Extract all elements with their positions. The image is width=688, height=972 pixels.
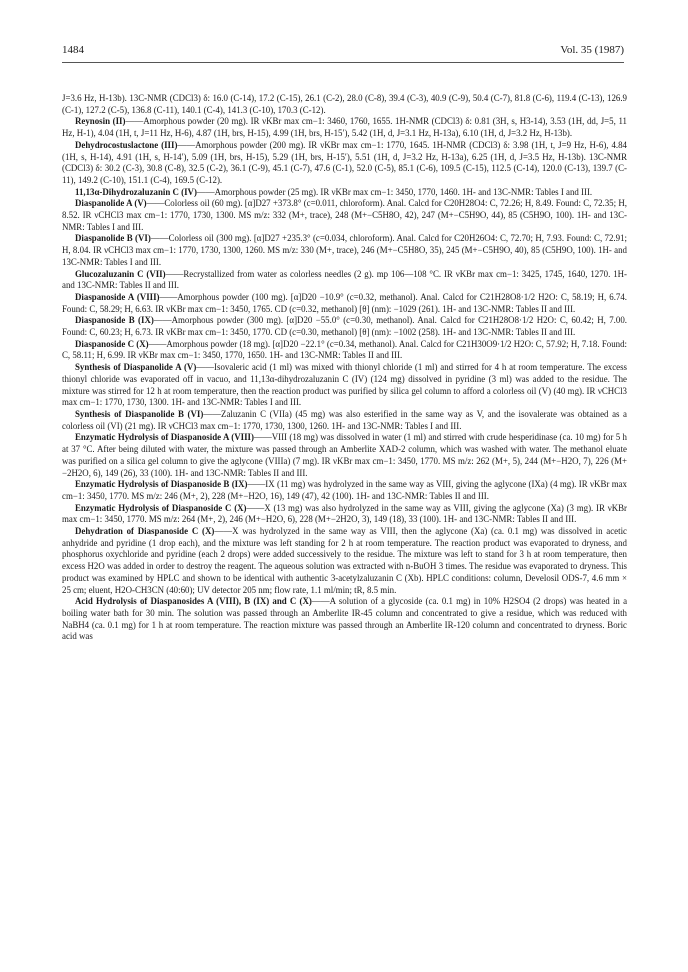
paragraph: Synthesis of Diaspanolide A (V)——Isovaleric acid (1 ml) was mixed with thionyl chloride (1 ml) and stirred for 4 h at room temperature. The excess thionyl chloride was evaporated off in vacuo, and 11,13α-dihydrozaluzanin C (IV) (124 mg) dissolved in pyridine (3 ml) was added to the residue. The mixture was stirred for 12 h at room temperature, then the reaction product was purified by silica gel column to afford a colorless oil (V) (40 mg). IR νCHCl3 max cm−1: 1770, 1730, 1300. 1H- and 13C-NMR: Tables I and III. — [62, 362, 627, 408]
experimental-section — [62, 93, 627, 643]
page-number: 1484 — [62, 44, 84, 56]
journal-volume: Vol. 35 (1987) — [560, 44, 624, 56]
paragraph: 11,13α-Dihydrozaluzanin C (IV)——Amorphous powder (25 mg). IR νKBr max cm−1: 3450, 1770, 1460. 1H- and 13C-NMR: Tables I and III. — [75, 186, 593, 197]
paragraph: Acid Hydrolysis of Diaspanosides A (VIII), B (IX) and C (X)——A solution of a glycoside (ca. 0.1 mg) in 10% H2SO4 (2 drops) was heated in a boiling water bath for 30 min. The solution was passed through an Amberlite IR-45 column and concentrated to give a residue, which was reduced with NaBH4 (ca. 0.1 mg) for 1 h at room temperature. The reaction mixture was passed through an Amberlite IR-120 column and concentrated to dryness. Boric acid was — [62, 596, 628, 642]
paragraph: Dehydrocostuslactone (III)——Amorphous powder (200 mg). IR νKBr max cm−1: 1770, 1645. 1H-NMR (CDCl3) δ: 3.98 (1H, t, J=9 Hz, H-6), 4.84 (1H, s, H-14), 4.91 (1H, s, H-14′), 5.09 (1H, brs, H-15), 5.29 (1H, brs, H-15′), 5.51 (1H, d, J=3.2 Hz, H-13a), 6.25 (1H, d, J=3.5 Hz, H-13b). 13C-NMR (CDCl3) δ: 30.2 (C-3), 30.8 (C-8), 32.5 (C-2), 36.1 (C-9), 45.1 (C-7), 47.6 (C-1), 52.0 (C-5), 85.1 (C-6), 109.5 (C-15), 112.5 (C-14), 120.0 (C-13), 139.7 (C-11), 149.2 (C-10), 151.1 (C-4), 169.5 (C-12). — [62, 139, 627, 185]
paragraph: Reynosin (II)——Amorphous powder (20 mg). IR νKBr max cm−1: 3460, 1760, 1655. 1H-NMR (CDCl3) δ: 0.81 (3H, s, H3-14), 3.53 (1H, dd, J=5, 11 Hz, H-1), 4.04 (1H, t, J=11 Hz, H-6), 4.87 (1H, brs, H-15), 4.99 (1H, brs, H-15′), 5.42 (1H, d, J=3.1 Hz, H-13a), 6.10 (1H, d, J=3.2 Hz, H-13b). — [62, 116, 627, 139]
page-header — [62, 44, 624, 56]
paragraph: Glucozaluzanin C (VII)——Recrystallized from water as colorless needles (2 g). mp 106—108 °C. IR νKBr max cm−1: 3425, 1745, 1640, 1270. 1H- and 13C-NMR: Tables II and III. — [62, 268, 627, 291]
paragraph: Dehydration of Diaspanoside C (X)——X was hydrolyzed in the same way as VIII, then the aglycone (Xa) (ca. 0.1 mg) was dissolved in acetic anhydride and pyridine (1 drop each), and the mixture was left standing for 2 h at room temperature. The reaction product was evaporated to dryness, and phosphorus oxychloride and pyridine (each 2 drops) were added successively to the residue. The mixture was left to stand for 3 h at room temperature, then excess H2O was added in order to destroy the reagent. The aqueous solution was extracted with n-BuOH 3 times. The residue was evaporated to dryness. This product was examined by HPLC and shown to be identical with authentic 3-acetylzaluzanin C (Xb). HPLC conditions: column, Develosil ODS-7, 4.6 mm × 25 cm; eluent, H2O-CH3CN (40:60); UV detector 205 nm; flow rate, 1.1 ml/min; tR, 8.5 min. — [62, 526, 627, 595]
paragraph: Enzymatic Hydrolysis of Diaspanoside C (X)——X (13 mg) was also hydrolyzed in the same way as VIII, giving the aglycone (Xa) (3 mg). IR νKBr max cm−1: 3450, 1770. MS m/z: 264 (M+, 2), 246 (M+−H2O, 6), 228 (M+−2H2O, 3), 149 (18), 33 (100). 1H- and 13C-NMR: Tables II and III. — [62, 502, 627, 525]
paragraph: Diaspanolide B (VI)——Colorless oil (300 mg). [α]D27 +235.3° (c=0.034, chloroform). Anal. Calcd for C20H26O4: C, 72.70; H, 7.93. Found: C, 72.91; H, 8.04. IR νCHCl3 max cm−1: 1770, 1730, 1300, 1260. MS m/z: 330 (M+, trace), 246 (M+−C5H8O, 35), 245 (M+−C5H9O, 40), 85 (C5H9O, 100). 1H- and 13C-NMR: Tables I and III. — [62, 233, 627, 267]
paragraph: Enzymatic Hydrolysis of Diaspanoside A (VIII)——VIII (18 mg) was dissolved in water (1 ml) and stirred with crude hesperidinase (ca. 10 mg) for 5 h at 37 °C. After being diluted with water, the mixture was passed through an Amberlite XAD-2 column, which was washed with water. The methanol eluate was purified on a silica gel column to give the aglycone (VIIIa) (7 mg). IR νKBr max cm−1: 3450, 1770. MS m/z: 262 (M+, 5), 244 (M+−H2O, 7), 226 (M+−2H2O, 6), 149 (26), 33 (100). 1H- and 13C-NMR: Tables II and III. — [62, 432, 627, 478]
paragraph: Diaspanoside C (X)——Amorphous powder (18 mg). [α]D20 −22.1° (c=0.34, methanol). Anal. Calcd for C21H30O9·1/2 H2O: C, 57.92; H, 7.18. Found: C, 58.11; H, 6.99. IR νKBr max cm−1: 3450, 1770, 1650. 1H- and 13C-NMR: Tables II and III. — [62, 338, 627, 361]
header-rule — [62, 62, 624, 63]
paragraph: Enzymatic Hydrolysis of Diaspanoside B (IX)——IX (11 mg) was hydrolyzed in the same way as VIII, giving the aglycone (IXa) (4 mg). IR νKBr max cm−1: 3450, 1770. MS m/z: 246 (M+, 2), 228 (M+−H2O, 16), 149 (47), 42 (100). 1H- and 13C-NMR: Tables II and III. — [62, 479, 627, 501]
paragraph: Diaspanoside B (IX)——Amorphous powder (300 mg). [α]D20 −55.0° (c=0.30, methanol). Anal. Calcd for C21H28O8·1/2 H2O: C, 60.42; H, 7.00. Found: C, 60.23; H, 6.73. IR νKBr max cm−1: 3450, 1770. CD (c=0.30, methanol) [θ] (nm): −1002 (258). 1H- and 13C-NMR: Tables II and III. — [62, 315, 627, 338]
paragraph: Diaspanoside A (VIII)——Amorphous powder (100 mg). [α]D20 −10.9° (c=0.32, methanol). Anal. Calcd for C21H28O8·1/2 H2O: C, 58.19; H, 6.74. Found: C, 58.29; H, 6.63. IR νKBr max cm−1: 3450, 1765. CD (c=0.32, methanol) [θ] (nm): −1029 (261). 1H- and 13C-NMR: Tables II and III. — [62, 291, 628, 314]
paragraph: Diaspanolide A (V)——Colorless oil (60 mg). [α]D27 +373.8° (c=0.011, chloroform). Anal. Calcd for C20H28O4: C, 72.26; H, 8.49. Found: C, 72.35; H, 8.52. IR νCHCl3 max cm−1: 1770, 1730, 1300. MS m/z: 332 (M+, trace), 248 (M+−C5H8O, 42), 247 (M+−C5H9O, 44), 85 (C5H9O, 100). 1H- and 13C-NMR: Tables I and III. — [62, 198, 627, 232]
paragraph: Synthesis of Diaspanolide B (VI)——Zaluzanin C (VIIa) (45 mg) was also esterified in the same way as V, and the isovalerate was obtained as a colorless oil (VI) (21 mg). IR νCHCl3 max cm−1: 1770, 1730, 1300, 1260. 1H- and 13C-NMR: Tables I and III. — [62, 408, 627, 431]
paragraph: J=3.6 Hz, H-13b). 13C-NMR (CDCl3) δ: 16.0 (C-14), 17.2 (C-15), 26.1 (C-2), 28.0 (C-8), 39.4 (C-3), 40.9 (C-9), 50.4 (C-7), 81.8 (C-6), 119.4 (C-13), 126.9 (C-1), 127.2 (C-5), 136.8 (C-11), 140.1 (C-4), 141.3 (C-10), 170.3 (C-12). — [62, 93, 627, 115]
